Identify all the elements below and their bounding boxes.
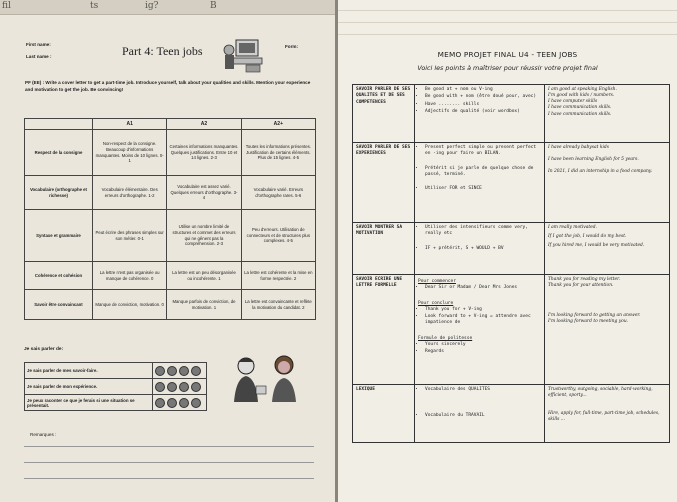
memo-section: SAVOIR ECRIRE UNE LETTRE FORMELLE [353,275,415,385]
memo-point: • Yours sincerely [425,342,541,348]
memo-example: Thank you for your attention. [548,283,614,289]
rubric-cell: La lettre n'est pas organisée ou manque de cohérence. 0 [93,262,167,290]
memo-point: • Adjectifs de qualité (voir wordbox) [425,109,541,115]
rubric-criterion: Savoir être convaincant [25,290,93,320]
computer-worker-illustration [222,36,268,74]
memo-point: • IF + prétérit, S + WOULD + BV [425,246,541,252]
memo-example: If you hired me, I would be very motivated. [548,243,645,249]
smiley-icon[interactable] [191,398,201,408]
memo-points [415,385,545,443]
last-name-label: Last name : [26,54,52,59]
memo-examples [545,223,670,275]
memo-example: Thank you for reading my letter. [548,277,621,282]
self-eval-statement: Je sais parler de mes savoir-faire. [25,363,153,379]
rubric-cell: Peu d'erreurs. Utilisation de connecteurs et de structures plus complexes. 4-5 [241,210,315,262]
memo-row [353,275,670,385]
memo-point: • Vocabulaire du TRAVAIL [425,413,541,419]
rubric-header-row [25,119,316,130]
rubric-criterion: Respect de la consigne [25,130,93,176]
smiley-icon[interactable] [179,366,189,376]
rubric-cell: Vocabulaire varié. Erreurs d'orthographe rares. 5-6 [241,176,315,210]
rubric-criterion: Syntaxe et grammaire [25,210,93,262]
page-title: Part 4: Teen jobs [122,44,203,58]
rubric-cell: Utilise un nombre limité de structures et commet des erreurs qui ne gênent pas la compréhension. 2-3 [167,210,241,262]
smiley-icon[interactable] [155,398,165,408]
smiley-scale[interactable] [153,395,207,411]
memo-group-heading: Formule de politesse [418,335,473,341]
memo-point: • Regards [425,349,541,355]
memo-section: SAVOIR PARLER DE SES EXPERIENCES [353,143,415,223]
memo-example: I have communication skills. [548,111,612,117]
ruled-line [338,22,677,23]
remarks-line [24,446,314,447]
memo-examples [545,385,670,443]
rubric-cell: Vocabulaire est assez varié. Quelques erreurs d'orthographe. 3-4 [167,176,241,210]
rubric-cell: Toutes les informations présentes. Justification de certains éléments. Plus de 15 lignes. 4-5 [241,130,315,176]
memo-examples [545,275,670,385]
memo-examples [545,85,670,143]
memo-point: • Be good with + nom (être doué pour, avec) [425,94,541,100]
form-label: Form: [285,44,299,49]
memo-point: • Vocabulaire des QUALITES [425,387,541,393]
memo-point: • Thank you for + V-ing [425,307,541,313]
edge-text: ig? [145,1,159,11]
rubric-criterion: Cohérence et cohésion [25,262,93,290]
ruled-line [338,10,677,11]
memo-table [352,84,670,443]
memo-example: I am good at speaking English. [548,87,617,92]
memo-point: • Have ........ skills [425,102,541,108]
smiley-icon[interactable] [167,382,177,392]
memo-examples [545,143,670,223]
remarks-line [24,462,314,463]
task-instructions: PF (EE) : Write a cover letter to get a part-time job. Introduce yourself, talk about your qualities and skills. Mention your experience and motivation to get the job. Be convincing! [25,80,311,92]
rubric-corner [25,119,93,130]
remarks-label: Remarques : [30,432,57,437]
self-eval-heading: Je sais parler de: [24,347,64,352]
rubric-cell: Certaines informations manquantes. Quelques justifications. Entre 10 et 14 lignes. 2-3 [167,130,241,176]
memo-point: • Prétérit si je parle de quelque chose de passé, terminé. [425,166,541,179]
self-eval-table [24,362,207,411]
smiley-icon[interactable] [179,382,189,392]
adjacent-page-edge [0,0,335,15]
edge-text: fil [2,1,11,11]
remarks-line [24,478,314,479]
memo-example: I have communication skills. [548,105,612,111]
rubric-row [25,262,316,290]
memo-row [353,85,670,143]
memo-example: I'm good with kids / numbers. [548,93,615,99]
memo-row [353,385,670,443]
smiley-icon[interactable] [191,366,201,376]
smiley-scale[interactable] [153,363,207,379]
memo-point: • Utiliser FOR et SINCE [425,186,541,192]
rubric-level: A1 [93,119,167,130]
memo-row [353,223,670,275]
self-eval-statement: Je peux raconter ce que je ferais si une situation se présentait. [25,395,153,411]
grading-rubric-table [24,118,316,320]
ruled-line [338,34,677,35]
memo-example: Hire, apply for, full-time, part-time job, schedules, skills ... [548,411,660,423]
memo-point: • Utiliser des intensifieurs comme very, really etc [425,225,541,238]
memo-subtitle: Voici les points à maîtriser pour réussir votre projet final [417,64,598,72]
self-eval-row [25,395,207,411]
self-eval-row [25,363,207,379]
students-illustration [226,352,306,406]
rubric-cell: La lettre est un peu désorganisée ou incohérente. 1 [167,262,241,290]
smiley-icon[interactable] [167,398,177,408]
rubric-cell: Manque de conviction, motivation. 0 [93,290,167,320]
memo-example: If I got the job, I would do my best. [548,234,627,240]
self-eval-row [25,379,207,395]
smiley-icon[interactable] [179,398,189,408]
memo-example: I have been learning English for 5 years. [548,157,639,163]
memo-point: • Dear Sir or Madam / Dear Mrs Jones [425,285,541,291]
memo-example: I have already babysat kids [548,145,609,150]
memo-point: • Present perfect simple ou present perfect en -ing pour faire un BILAN. [425,145,541,158]
memo-example: In 2021, I did an internship in a food company. [548,169,653,175]
memo-section: SAVOIR PARLER DE SES QUALITES ET DE SES COMPETENCES [353,85,415,143]
memo-points [415,223,545,275]
rubric-cell: Peut écrire des phrases simples sur son métier. 0-1 [93,210,167,262]
memo-section: SAVOIR MONTRER SA MOTIVATION [353,223,415,275]
self-eval-statement: Je sais parler de mon expérience. [25,379,153,395]
memo-example: I have computer skills [548,99,598,105]
memo-example: Trustworthy, outgoing, sociable, hard-working, efficient, sporty... [548,387,653,399]
rubric-cell: Manque parfois de conviction, de motivation. 1 [167,290,241,320]
rubric-row [25,130,316,176]
memo-group-heading: Pour commencer [418,279,456,284]
smiley-icon[interactable] [155,382,165,392]
memo-points [415,275,545,385]
smiley-icon[interactable] [191,382,201,392]
rubric-row [25,176,316,210]
memo-points [415,85,545,143]
rubric-cell: Non-respect de la consigne. Beaucoup d'informations manquantes. Moins de 10 lignes. 0-1 [93,130,167,176]
rubric-level: A2+ [241,119,315,130]
memo-title: MEMO PROJET FINAL U4 - TEEN JOBS [437,50,578,59]
left-page [0,0,335,502]
rubric-criterion: Vocabulaire (orthographe et richesse) [25,176,93,210]
rubric-level: A2 [167,119,241,130]
right-page [338,0,677,502]
memo-row [353,143,670,223]
memo-points [415,143,545,223]
rubric-cell: La lettre est cohérente et la mise en forme respectée. 2 [241,262,315,290]
first-name-label: First name: [26,42,51,47]
rubric-row [25,290,316,320]
rubric-cell: Vocabulaire élémentaire. Des erreurs d'orthographe. 1-2 [93,176,167,210]
memo-example: I'm looking forward to getting an answer. [548,313,641,319]
rubric-cell: La lettre est convaincante et reflète la motivation du candidat. 2 [241,290,315,320]
smiley-icon[interactable] [167,366,177,376]
memo-group-heading: Pour conclure [418,300,454,306]
rubric-row [25,210,316,262]
memo-example: I'm looking forward to meeting you. [548,319,629,325]
smiley-icon[interactable] [155,366,165,376]
edge-text: ts [90,1,99,11]
memo-point: • Look forward to + V-ing = attendre avec impatience de [425,314,541,327]
edge-text: B [210,1,217,11]
smiley-scale[interactable] [153,379,207,395]
memo-example: I am really motivated. [548,225,597,230]
memo-point: • Be good at + nom ou V-ing [425,87,541,93]
memo-section: LEXIQUE [353,385,415,443]
